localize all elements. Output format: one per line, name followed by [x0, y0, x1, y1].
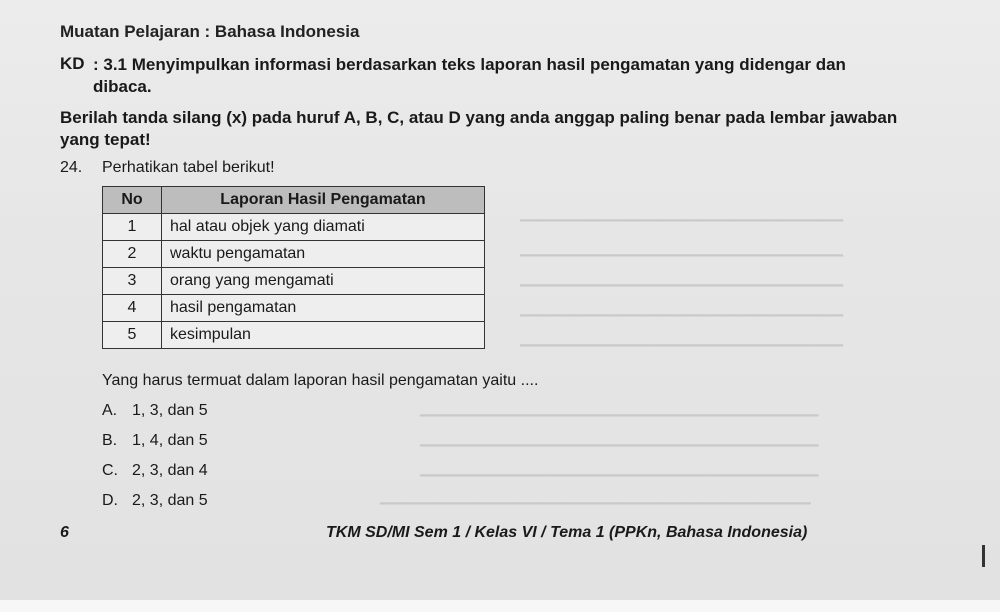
column-header-no: No	[103, 187, 162, 214]
observation-table	[102, 186, 485, 349]
option-text: 1, 4, dan 5	[132, 432, 208, 449]
table-row	[103, 295, 485, 322]
bleed-through: ▁▁▁▁▁▁▁▁▁▁▁▁▁▁▁▁▁▁▁▁▁▁▁▁▁▁▁▁▁▁▁▁▁▁▁▁▁	[420, 430, 819, 446]
table-cell-laporan: kesimpulan	[162, 322, 485, 349]
table-cell-no: 4	[103, 295, 162, 322]
bleed-through: ▁▁▁▁▁▁▁▁▁▁▁▁▁▁▁▁▁▁▁▁▁▁▁▁▁▁▁▁▁▁	[520, 205, 843, 221]
option-text: 2, 3, dan 4	[132, 462, 208, 479]
option-text: 1, 3, dan 5	[132, 402, 208, 419]
bleed-through: ▁▁▁▁▁▁▁▁▁▁▁▁▁▁▁▁▁▁▁▁▁▁▁▁▁▁▁▁▁▁	[520, 300, 843, 316]
footer-text: TKM SD/MI Sem 1 / Kelas VI / Tema 1 (PPKn, Bahasa Indonesia)	[326, 524, 808, 541]
option-d	[102, 492, 208, 510]
bleed-through: ▁▁▁▁▁▁▁▁▁▁▁▁▁▁▁▁▁▁▁▁▁▁▁▁▁▁▁▁▁▁	[520, 270, 843, 286]
option-letter: D.	[102, 492, 118, 509]
bleed-through: ▁▁▁▁▁▁▁▁▁▁▁▁▁▁▁▁▁▁▁▁▁▁▁▁▁▁▁▁▁▁	[520, 240, 843, 256]
option-text: 2, 3, dan 5	[132, 492, 208, 509]
kd-label: KD	[60, 54, 85, 73]
question-number: 24.	[60, 159, 83, 176]
kd-text: : 3.1 Menyimpulkan informasi berdasarkan teks laporan hasil pengamatan yang didengar dan dibaca.	[93, 55, 846, 96]
bleed-through: ▁▁▁▁▁▁▁▁▁▁▁▁▁▁▁▁▁▁▁▁▁▁▁▁▁▁▁▁▁▁▁▁▁▁▁▁▁	[420, 400, 819, 416]
option-b	[102, 432, 208, 450]
table-cell-laporan: hal atau objek yang diamati	[162, 214, 485, 241]
paper-bottom-edge	[0, 600, 1000, 612]
table-row	[103, 268, 485, 295]
table-row	[103, 241, 485, 268]
instruction-text: Berilah tanda silang (x) pada huruf A, B, C, atau D yang anda anggap paling benar pada lembar jawaban yang tepat!	[60, 108, 898, 149]
margin-mark	[982, 545, 985, 567]
table-row	[103, 322, 485, 349]
question-intro: Perhatikan tabel berikut!	[102, 159, 275, 176]
option-letter: B.	[102, 432, 118, 449]
bleed-through: ▁▁▁▁▁▁▁▁▁▁▁▁▁▁▁▁▁▁▁▁▁▁▁▁▁▁▁▁▁▁	[520, 330, 843, 346]
table-cell-laporan: waktu pengamatan	[162, 241, 485, 268]
option-c	[102, 462, 208, 480]
bleed-through: ▁▁▁▁▁▁▁▁▁▁▁▁▁▁▁▁▁▁▁▁▁▁▁▁▁▁▁▁▁▁▁▁▁▁▁▁▁	[420, 460, 819, 476]
table-cell-no: 3	[103, 268, 162, 295]
bleed-through: ▁▁▁▁▁▁▁▁▁▁▁▁▁▁▁▁▁▁▁▁▁▁▁▁▁▁▁▁▁▁▁▁▁▁▁▁▁▁▁▁	[380, 488, 811, 504]
column-header-laporan: Laporan Hasil Pengamatan	[162, 187, 485, 214]
option-letter: C.	[102, 462, 118, 479]
table-cell-laporan: orang yang mengamati	[162, 268, 485, 295]
table-row	[103, 214, 485, 241]
option-letter: A.	[102, 402, 118, 419]
subject-heading: Muatan Pelajaran : Bahasa Indonesia	[60, 22, 360, 41]
page-number: 6	[60, 524, 69, 541]
option-a	[102, 402, 208, 420]
table-header-row	[103, 187, 485, 214]
table-cell-no: 2	[103, 241, 162, 268]
question-stem: Yang harus termuat dalam laporan hasil pengamatan yaitu ....	[102, 372, 539, 389]
table-cell-no: 1	[103, 214, 162, 241]
table-cell-no: 5	[103, 322, 162, 349]
table-cell-laporan: hasil pengamatan	[162, 295, 485, 322]
